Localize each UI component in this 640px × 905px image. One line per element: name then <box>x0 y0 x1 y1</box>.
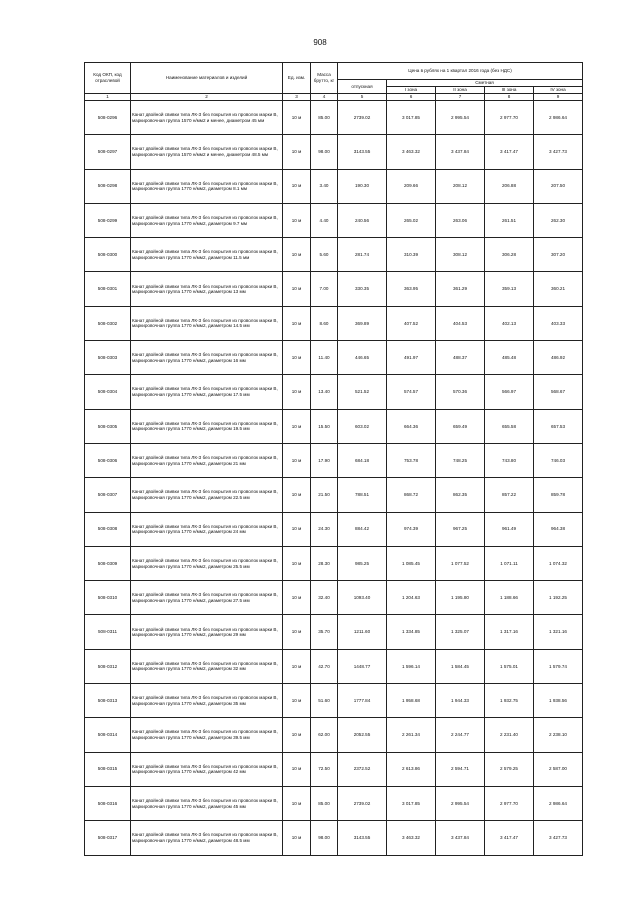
row-mass: 28.30 <box>311 546 338 580</box>
row-mass: 8.60 <box>311 306 338 340</box>
table-row <box>85 752 583 786</box>
row-price-zone-3: 655.58 <box>485 409 534 443</box>
row-code: 508-0304 <box>85 375 131 409</box>
row-price-zone-4: 3 427.73 <box>534 135 583 169</box>
row-release-price: 369.89 <box>338 306 387 340</box>
table-row <box>85 512 583 546</box>
row-release-price: 985.25 <box>338 546 387 580</box>
row-code: 508-0317 <box>85 821 131 855</box>
row-mass: 7.00 <box>311 272 338 306</box>
row-mass: 13.40 <box>311 375 338 409</box>
row-price-zone-4: 1 321.16 <box>534 615 583 649</box>
row-price-zone-2: 2 594.71 <box>436 752 485 786</box>
row-price-zone-2: 1 325.07 <box>436 615 485 649</box>
row-material-name: Канат двойной свивки типа ЛК-З без покрытия из проволок марки В, маркировочная группа 1770 н/мм2, диаметром 27.5 мм <box>131 581 283 615</box>
row-price-zone-1: 3 463.32 <box>387 821 436 855</box>
row-unit: 10 м <box>283 409 311 443</box>
row-mass: 42.70 <box>311 649 338 683</box>
table-row <box>85 443 583 477</box>
table-row <box>85 478 583 512</box>
row-price-zone-2: 967.25 <box>436 512 485 546</box>
header-estimate-group: Сметная <box>387 80 583 87</box>
row-mass: 11.40 <box>311 341 338 375</box>
header-unit: Ед. изм. <box>283 63 311 94</box>
row-price-zone-1: 407.52 <box>387 306 436 340</box>
col-number: 2 <box>131 94 283 101</box>
row-release-price: 330.35 <box>338 272 387 306</box>
table-row <box>85 615 583 649</box>
row-price-zone-2: 1 077.52 <box>436 546 485 580</box>
row-unit: 10 м <box>283 821 311 855</box>
row-material-name: Канат двойной свивки типа ЛК-З без покрытия из проволок марки В, маркировочная группа 1570 н/мм2 и менее, диаметром 48.5 мм <box>131 135 283 169</box>
row-price-zone-4: 2 238.10 <box>534 718 583 752</box>
row-material-name: Канат двойной свивки типа ЛК-З без покрытия из проволок марки В, маркировочная группа 1770 н/мм2, диаметром 13 мм <box>131 272 283 306</box>
row-release-price: 446.65 <box>338 341 387 375</box>
row-material-name: Канат двойной свивки типа ЛК-З без покрытия из проволок марки В, маркировочная группа 1770 н/мм2, диаметром 22.5 мм <box>131 478 283 512</box>
row-material-name: Канат двойной свивки типа ЛК-З без покрытия из проволок марки В, маркировочная группа 1770 н/мм2, диаметром 32 мм <box>131 649 283 683</box>
row-material-name: Канат двойной свивки типа ЛК-З без покрытия из проволок марки В, маркировочная группа 1770 н/мм2, диаметром 24 мм <box>131 512 283 546</box>
col-number: 7 <box>436 94 485 101</box>
row-release-price: 1211.60 <box>338 615 387 649</box>
row-mass: 24.30 <box>311 512 338 546</box>
row-code: 508-0301 <box>85 272 131 306</box>
row-unit: 10 м <box>283 443 311 477</box>
row-mass: 98.00 <box>311 821 338 855</box>
row-unit: 10 м <box>283 341 311 375</box>
row-code: 508-0307 <box>85 478 131 512</box>
row-code: 508-0310 <box>85 581 131 615</box>
row-price-zone-3: 1 317.16 <box>485 615 534 649</box>
row-release-price: 3143.55 <box>338 821 387 855</box>
row-release-price: 281.74 <box>338 238 387 272</box>
row-price-zone-2: 2 995.54 <box>436 101 485 135</box>
table-row <box>85 169 583 203</box>
row-release-price: 2739.02 <box>338 786 387 820</box>
header-zone-2: II зона <box>436 87 485 94</box>
row-material-name: Канат двойной свивки типа ЛК-З без покрытия из проволок марки В, маркировочная группа 1770 н/мм2, диаметром 16 мм <box>131 341 283 375</box>
row-price-zone-1: 491.97 <box>387 341 436 375</box>
row-code: 508-0303 <box>85 341 131 375</box>
page-number: 908 <box>313 38 327 47</box>
row-price-zone-2: 2 995.54 <box>436 786 485 820</box>
table-row <box>85 238 583 272</box>
row-price-zone-3: 1 575.01 <box>485 649 534 683</box>
row-price-zone-2: 862.35 <box>436 478 485 512</box>
row-code: 508-0314 <box>85 718 131 752</box>
row-price-zone-3: 3 417.47 <box>485 135 534 169</box>
table-row <box>85 272 583 306</box>
row-price-zone-4: 1 192.25 <box>534 581 583 615</box>
row-price-zone-2: 3 437.84 <box>436 135 485 169</box>
row-price-zone-1: 753.78 <box>387 443 436 477</box>
row-price-zone-1: 1 958.68 <box>387 684 436 718</box>
row-price-zone-3: 402.13 <box>485 306 534 340</box>
header-zone-1: I зона <box>387 87 436 94</box>
row-code: 508-0312 <box>85 649 131 683</box>
row-mass: 15.50 <box>311 409 338 443</box>
row-mass: 21.50 <box>311 478 338 512</box>
row-price-zone-1: 2 613.86 <box>387 752 436 786</box>
table-row <box>85 649 583 683</box>
table-row <box>85 581 583 615</box>
row-price-zone-2: 1 195.80 <box>436 581 485 615</box>
row-unit: 10 м <box>283 272 311 306</box>
row-price-zone-2: 208.12 <box>436 169 485 203</box>
row-code: 508-0309 <box>85 546 131 580</box>
row-mass: 85.00 <box>311 786 338 820</box>
row-price-zone-1: 3 463.32 <box>387 135 436 169</box>
row-release-price: 190.30 <box>338 169 387 203</box>
row-code: 508-0315 <box>85 752 131 786</box>
row-release-price: 2739.02 <box>338 101 387 135</box>
row-price-zone-4: 3 427.73 <box>534 821 583 855</box>
row-price-zone-4: 657.53 <box>534 409 583 443</box>
row-price-zone-3: 1 932.75 <box>485 684 534 718</box>
row-price-zone-4: 1 938.56 <box>534 684 583 718</box>
row-mass: 85.00 <box>311 101 338 135</box>
row-price-zone-4: 307.20 <box>534 238 583 272</box>
header-code: Код ОКП, код отраслевой <box>85 63 131 94</box>
row-price-zone-2: 2 244.77 <box>436 718 485 752</box>
row-material-name: Канат двойной свивки типа ЛК-З без покрытия из проволок марки В, маркировочная группа 1770 н/мм2, диаметром 39.5 мм <box>131 718 283 752</box>
row-mass: 51.60 <box>311 684 338 718</box>
row-code: 508-0302 <box>85 306 131 340</box>
table-row <box>85 786 583 820</box>
row-price-zone-2: 404.53 <box>436 306 485 340</box>
row-unit: 10 м <box>283 546 311 580</box>
col-number: 4 <box>311 94 338 101</box>
row-price-zone-1: 2 261.34 <box>387 718 436 752</box>
row-release-price: 1777.84 <box>338 684 387 718</box>
row-price-zone-4: 2 587.00 <box>534 752 583 786</box>
row-price-zone-2: 308.12 <box>436 238 485 272</box>
row-release-price: 1093.40 <box>338 581 387 615</box>
row-material-name: Канат двойной свивки типа ЛК-З без покрытия из проволок марки В, маркировочная группа 1770 н/мм2, диаметром 29 мм <box>131 615 283 649</box>
row-mass: 4.40 <box>311 203 338 237</box>
row-price-zone-4: 403.33 <box>534 306 583 340</box>
row-unit: 10 м <box>283 238 311 272</box>
row-code: 508-0311 <box>85 615 131 649</box>
row-price-zone-2: 361.29 <box>436 272 485 306</box>
row-code: 508-0306 <box>85 443 131 477</box>
row-price-zone-1: 209.66 <box>387 169 436 203</box>
row-material-name: Канат двойной свивки типа ЛК-З без покрытия из проволок марки В, маркировочная группа 1770 н/мм2, диаметром 9.7 мм <box>131 203 283 237</box>
row-price-zone-3: 566.97 <box>485 375 534 409</box>
col-number: 8 <box>485 94 534 101</box>
row-price-zone-1: 1 204.63 <box>387 581 436 615</box>
row-price-zone-2: 3 437.84 <box>436 821 485 855</box>
table-row <box>85 409 583 443</box>
row-price-zone-2: 1 944.33 <box>436 684 485 718</box>
row-price-zone-3: 2 231.40 <box>485 718 534 752</box>
row-release-price: 240.56 <box>338 203 387 237</box>
row-price-zone-4: 964.38 <box>534 512 583 546</box>
row-price-zone-3: 743.80 <box>485 443 534 477</box>
row-price-zone-4: 360.21 <box>534 272 583 306</box>
row-unit: 10 м <box>283 512 311 546</box>
row-material-name: Канат двойной свивки типа ЛК-З без покрытия из проволок марки В, маркировочная группа 1770 н/мм2, диаметром 42 мм <box>131 752 283 786</box>
row-price-zone-3: 359.13 <box>485 272 534 306</box>
row-price-zone-4: 859.78 <box>534 478 583 512</box>
row-unit: 10 м <box>283 581 311 615</box>
col-number: 3 <box>283 94 311 101</box>
header-release-price: отпускная <box>338 80 387 94</box>
col-number: 6 <box>387 94 436 101</box>
header-name: Наименование материалов и изделий <box>131 63 283 94</box>
row-price-zone-3: 306.28 <box>485 238 534 272</box>
row-release-price: 884.42 <box>338 512 387 546</box>
row-material-name: Канат двойной свивки типа ЛК-З без покрытия из проволок марки В, маркировочная группа 1770 н/мм2, диаметром 35 мм <box>131 684 283 718</box>
row-price-zone-2: 748.25 <box>436 443 485 477</box>
row-price-zone-2: 570.36 <box>436 375 485 409</box>
row-material-name: Канат двойной свивки типа ЛК-З без покрытия из проволок марки В, маркировочная группа 1770 н/мм2, диаметром 14.5 мм <box>131 306 283 340</box>
row-code: 508-0308 <box>85 512 131 546</box>
row-price-zone-4: 2 986.64 <box>534 101 583 135</box>
row-code: 508-0305 <box>85 409 131 443</box>
row-price-zone-4: 746.03 <box>534 443 583 477</box>
table-row <box>85 135 583 169</box>
table-row <box>85 306 583 340</box>
row-code: 508-0299 <box>85 203 131 237</box>
row-price-zone-1: 265.02 <box>387 203 436 237</box>
row-material-name: Канат двойной свивки типа ЛК-З без покрытия из проволок марки В, маркировочная группа 1770 н/мм2, диаметром 11.5 мм <box>131 238 283 272</box>
row-price-zone-1: 974.39 <box>387 512 436 546</box>
row-price-zone-4: 1 579.74 <box>534 649 583 683</box>
row-price-zone-3: 261.51 <box>485 203 534 237</box>
table-row <box>85 684 583 718</box>
row-unit: 10 м <box>283 615 311 649</box>
row-price-zone-2: 488.37 <box>436 341 485 375</box>
row-unit: 10 м <box>283 101 311 135</box>
row-release-price: 521.52 <box>338 375 387 409</box>
row-unit: 10 м <box>283 649 311 683</box>
row-price-zone-3: 2 977.70 <box>485 786 534 820</box>
row-material-name: Канат двойной свивки типа ЛК-З без покрытия из проволок марки В, маркировочная группа 1770 н/мм2, диаметром 21 мм <box>131 443 283 477</box>
row-price-zone-2: 659.49 <box>436 409 485 443</box>
row-release-price: 603.02 <box>338 409 387 443</box>
row-price-zone-1: 3 017.85 <box>387 101 436 135</box>
row-unit: 10 м <box>283 478 311 512</box>
row-price-zone-3: 485.48 <box>485 341 534 375</box>
row-price-zone-1: 1 085.45 <box>387 546 436 580</box>
header-price-group: Цена в рублях на 1 квартал 2016 года (без НДС) <box>338 63 583 80</box>
row-material-name: Канат двойной свивки типа ЛК-З без покрытия из проволок марки В, маркировочная группа 1770 н/мм2, диаметром 19.5 мм <box>131 409 283 443</box>
header-zone-4: IV зона <box>534 87 583 94</box>
col-number: 1 <box>85 94 131 101</box>
row-price-zone-4: 207.50 <box>534 169 583 203</box>
row-material-name: Канат двойной свивки типа ЛК-З без покрытия из проволок марки В, маркировочная группа 1770 н/мм2, диаметром 48.5 мм <box>131 821 283 855</box>
row-material-name: Канат двойной свивки типа ЛК-З без покрытия из проволок марки В, маркировочная группа 1570 н/мм2 и менее, диаметром 45 мм <box>131 101 283 135</box>
row-price-zone-4: 486.92 <box>534 341 583 375</box>
row-unit: 10 м <box>283 752 311 786</box>
table-row <box>85 546 583 580</box>
row-mass: 72.50 <box>311 752 338 786</box>
row-release-price: 788.51 <box>338 478 387 512</box>
row-material-name: Канат двойной свивки типа ЛК-З без покрытия из проволок марки В, маркировочная группа 1770 н/мм2, диаметром 25.5 мм <box>131 546 283 580</box>
row-material-name: Канат двойной свивки типа ЛК-З без покрытия из проволок марки В, маркировочная группа 1770 н/мм2, диаметром 8.1 мм <box>131 169 283 203</box>
table-row <box>85 203 583 237</box>
row-release-price: 2052.55 <box>338 718 387 752</box>
row-unit: 10 м <box>283 306 311 340</box>
row-price-zone-1: 1 596.14 <box>387 649 436 683</box>
row-price-zone-3: 2 977.70 <box>485 101 534 135</box>
row-release-price: 1448.77 <box>338 649 387 683</box>
row-mass: 5.60 <box>311 238 338 272</box>
row-price-zone-4: 568.67 <box>534 375 583 409</box>
col-number: 5 <box>338 94 387 101</box>
row-code: 508-0300 <box>85 238 131 272</box>
row-price-zone-3: 1 188.66 <box>485 581 534 615</box>
row-material-name: Канат двойной свивки типа ЛК-З без покрытия из проволок марки В, маркировочная группа 1770 н/мм2, диаметром 17.5 мм <box>131 375 283 409</box>
row-price-zone-3: 1 071.11 <box>485 546 534 580</box>
row-unit: 10 м <box>283 135 311 169</box>
row-price-zone-4: 262.30 <box>534 203 583 237</box>
row-price-zone-2: 1 584.45 <box>436 649 485 683</box>
row-price-zone-1: 574.57 <box>387 375 436 409</box>
header-mass: Масса брутто, кг <box>311 63 338 94</box>
row-price-zone-1: 363.95 <box>387 272 436 306</box>
row-price-zone-1: 1 334.85 <box>387 615 436 649</box>
row-release-price: 3143.55 <box>338 135 387 169</box>
row-unit: 10 м <box>283 169 311 203</box>
row-price-zone-2: 263.06 <box>436 203 485 237</box>
row-price-zone-4: 1 074.32 <box>534 546 583 580</box>
table-row <box>85 375 583 409</box>
table-body <box>85 101 583 856</box>
row-code: 508-0297 <box>85 135 131 169</box>
header-zone-3: III зона <box>485 87 534 94</box>
row-mass: 35.70 <box>311 615 338 649</box>
row-mass: 98.00 <box>311 135 338 169</box>
row-mass: 17.90 <box>311 443 338 477</box>
row-price-zone-1: 3 017.85 <box>387 786 436 820</box>
table-row <box>85 821 583 855</box>
row-price-zone-3: 2 579.25 <box>485 752 534 786</box>
row-price-zone-1: 868.72 <box>387 478 436 512</box>
col-number: 9 <box>534 94 583 101</box>
row-material-name: Канат двойной свивки типа ЛК-З без покрытия из проволок марки В, маркировочная группа 1770 н/мм2, диаметром 45 мм <box>131 786 283 820</box>
row-mass: 3.40 <box>311 169 338 203</box>
row-price-zone-4: 2 986.64 <box>534 786 583 820</box>
row-release-price: 684.18 <box>338 443 387 477</box>
row-price-zone-3: 206.88 <box>485 169 534 203</box>
row-code: 508-0313 <box>85 684 131 718</box>
row-unit: 10 м <box>283 684 311 718</box>
row-unit: 10 м <box>283 786 311 820</box>
row-code: 508-0298 <box>85 169 131 203</box>
price-table <box>84 62 583 856</box>
row-price-zone-1: 310.39 <box>387 238 436 272</box>
table-row <box>85 718 583 752</box>
row-price-zone-3: 961.49 <box>485 512 534 546</box>
table-row <box>85 101 583 135</box>
row-code: 508-0316 <box>85 786 131 820</box>
row-release-price: 2372.52 <box>338 752 387 786</box>
row-mass: 32.40 <box>311 581 338 615</box>
row-price-zone-3: 3 417.47 <box>485 821 534 855</box>
row-price-zone-1: 664.36 <box>387 409 436 443</box>
row-unit: 10 м <box>283 375 311 409</box>
row-unit: 10 м <box>283 203 311 237</box>
row-price-zone-3: 857.22 <box>485 478 534 512</box>
row-code: 508-0296 <box>85 101 131 135</box>
row-unit: 10 м <box>283 718 311 752</box>
table-row <box>85 341 583 375</box>
row-mass: 62.00 <box>311 718 338 752</box>
